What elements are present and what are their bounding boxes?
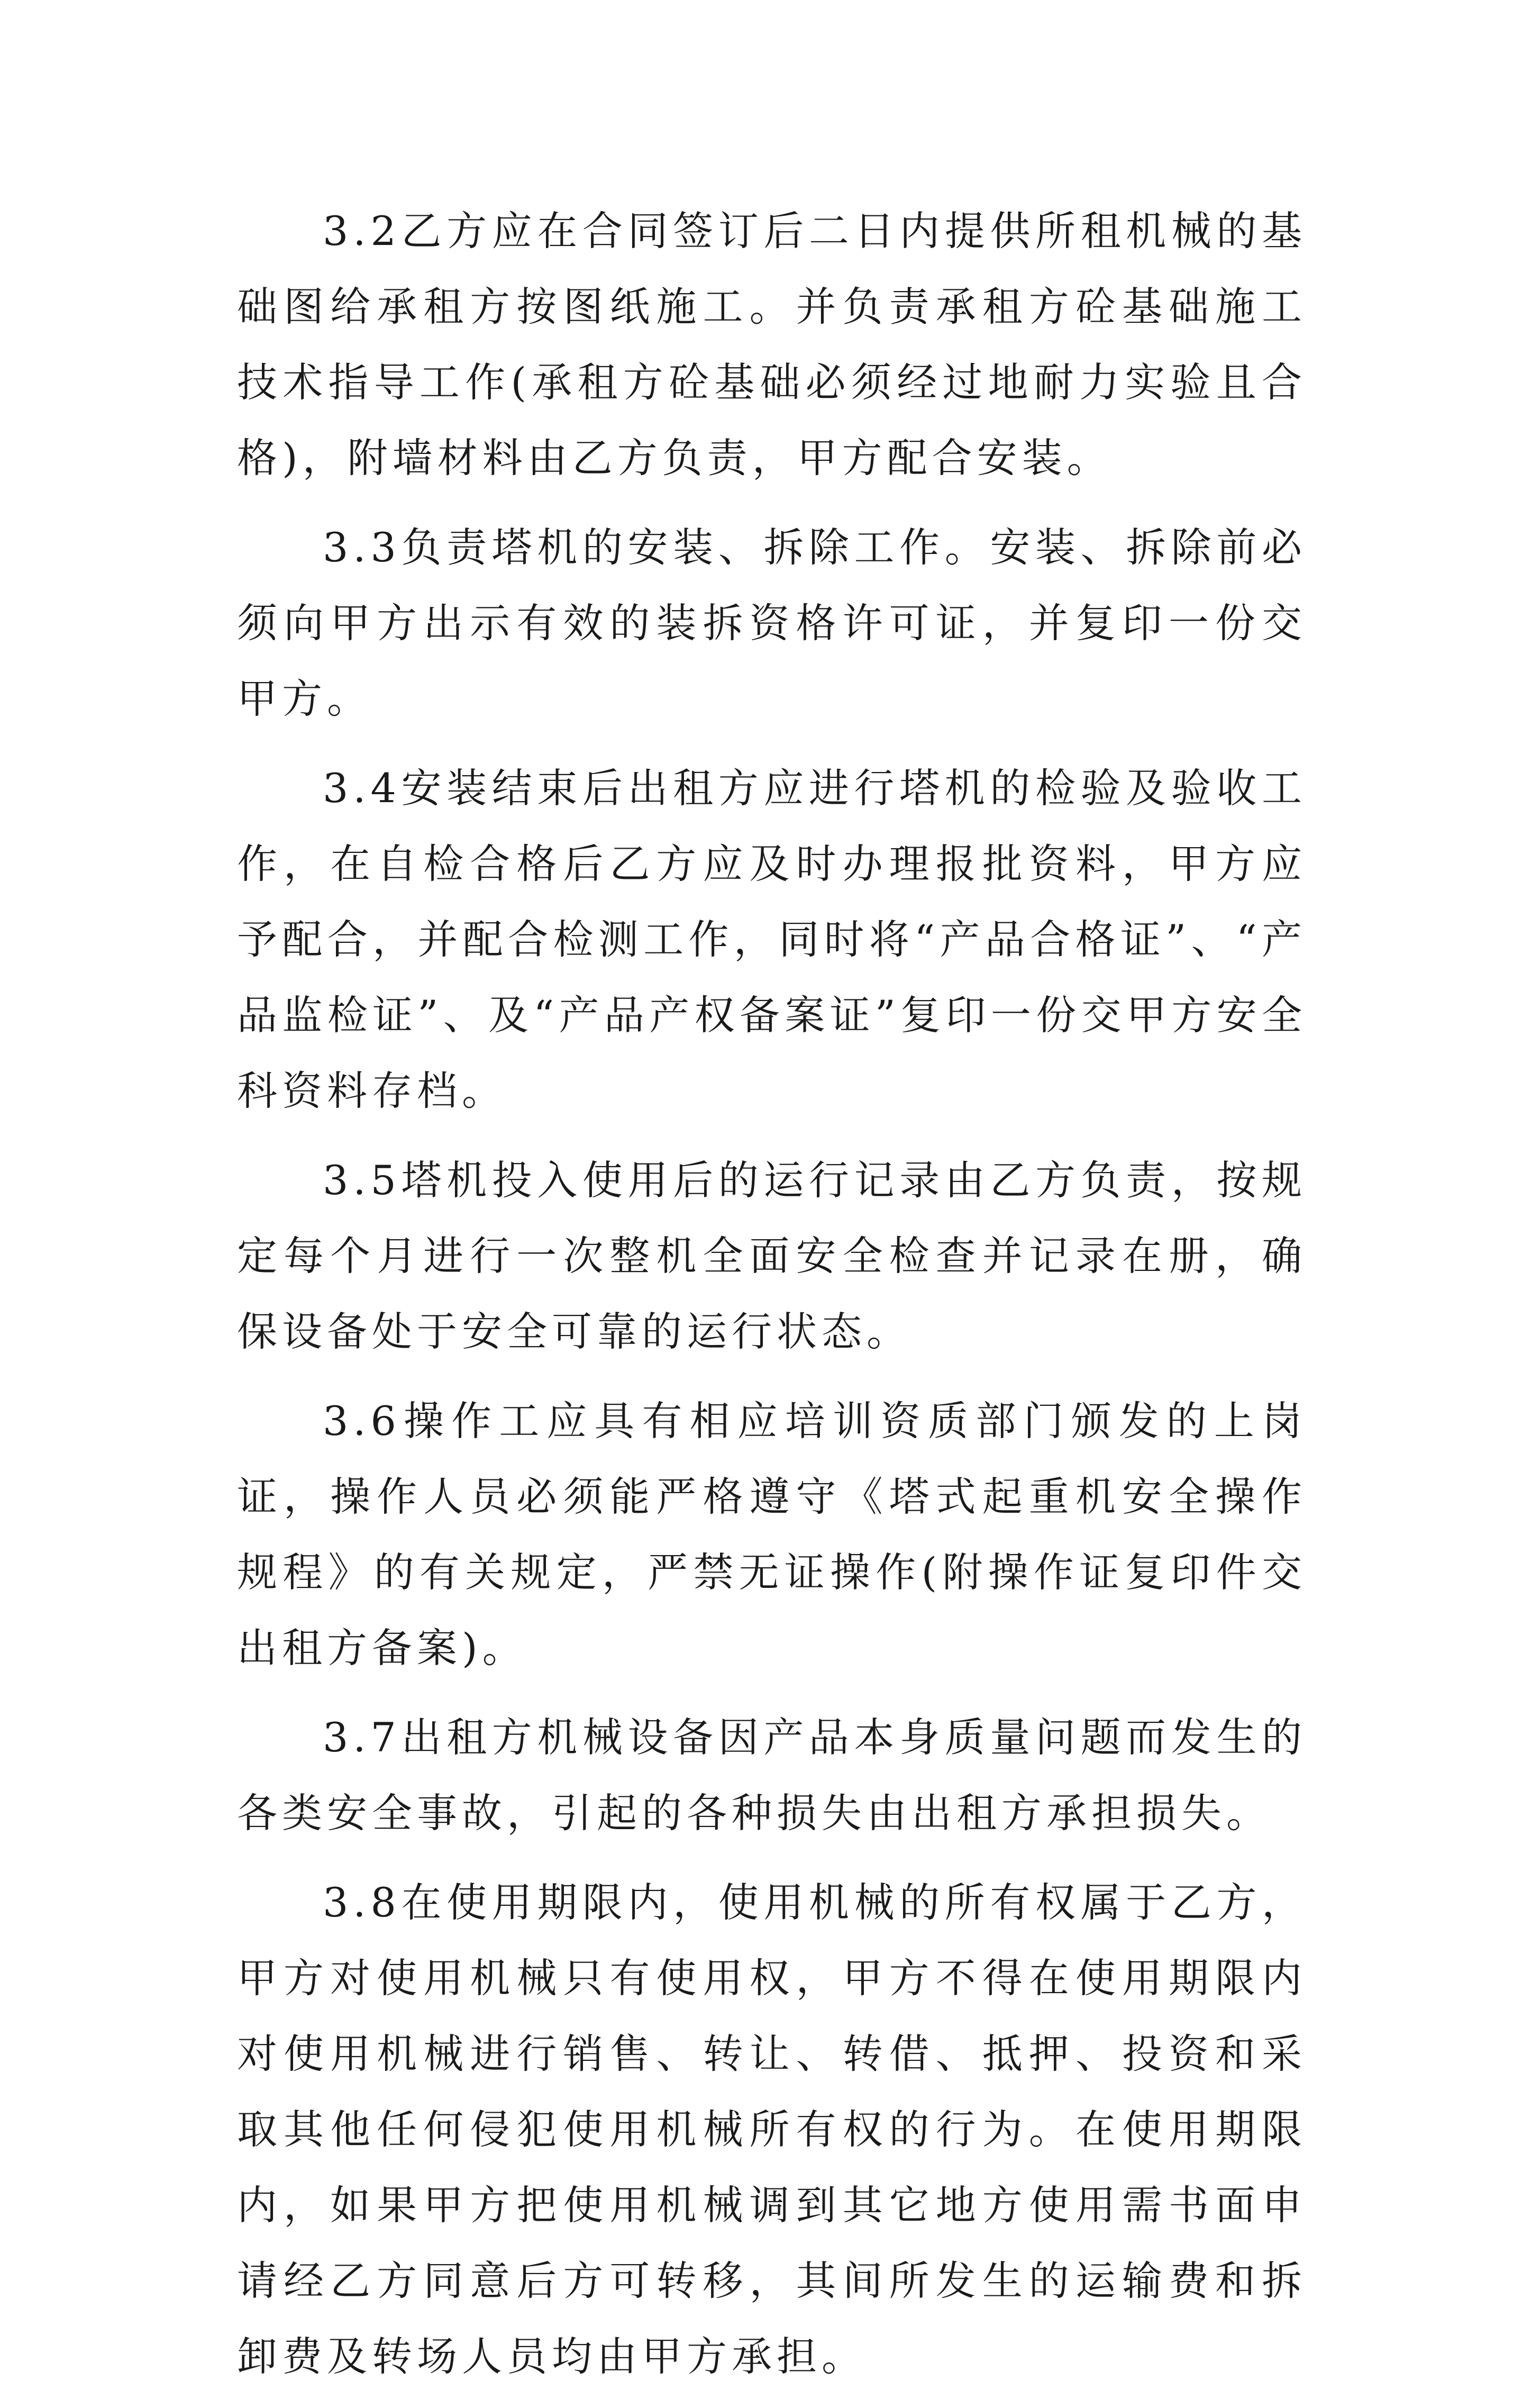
clause-3-3: 3.3负责塔机的安装、拆除工作。安装、拆除前必须向甲方出示有效的装拆资格许可证，并复印一份交甲方。 — [237, 524, 1307, 722]
clause-3-8: 3.8在使用期限内，使用机械的所有权属于乙方，甲方对使用机械只有使用权，甲方不得在使用期限内对使用机械进行销售、转让、转借、抵押、投资和采取其他任何侵犯使用机械所有权的行为。在使用期限内，如果甲方把使用机械调到其它地方使用需书面申请经乙方同意后方可转移，其间所发生的运输费和拆卸费及转场人员均由甲方承担。 — [237, 1879, 1307, 2380]
clause-3-2: 3.2乙方应在合同签订后二日内提供所租机械的基础图给承租方按图纸施工。并负责承租方砼基础施工技术指导工作(承租方砼基础必须经过地耐力实验且合格)，附墙材料由乙方负责，甲方配合安装。 — [237, 207, 1307, 481]
clause-3-4: 3.4安装结束后出租方应进行塔机的检验及验收工作，在自检合格后乙方应及时办理报批资料，甲方应予配合，并配合检测工作，同时将“产品合格证”、“产品监检证”、及“产品产权备案证”复印一份交甲方安全科资料存档。 — [237, 765, 1307, 1114]
document-body — [237, 193, 1307, 2408]
clause-3-5: 3.5塔机投入使用后的运行记录由乙方负责，按规定每个月进行一次整机全面安全检查并记录在册，确保设备处于安全可靠的运行状态。 — [237, 1157, 1307, 1355]
clause-3-6: 3.6操作工应具有相应培训资质部门颁发的上岗证，操作人员必须能严格遵守《塔式起重机安全操作规程》的有关规定，严禁无证操作(附操作证复印件交出租方备案)。 — [237, 1397, 1307, 1671]
clause-3-7: 3.7出租方机械设备因产品本身质量问题而发生的各类安全事故，引起的各种损失由出租方承担损失。 — [237, 1714, 1307, 1837]
